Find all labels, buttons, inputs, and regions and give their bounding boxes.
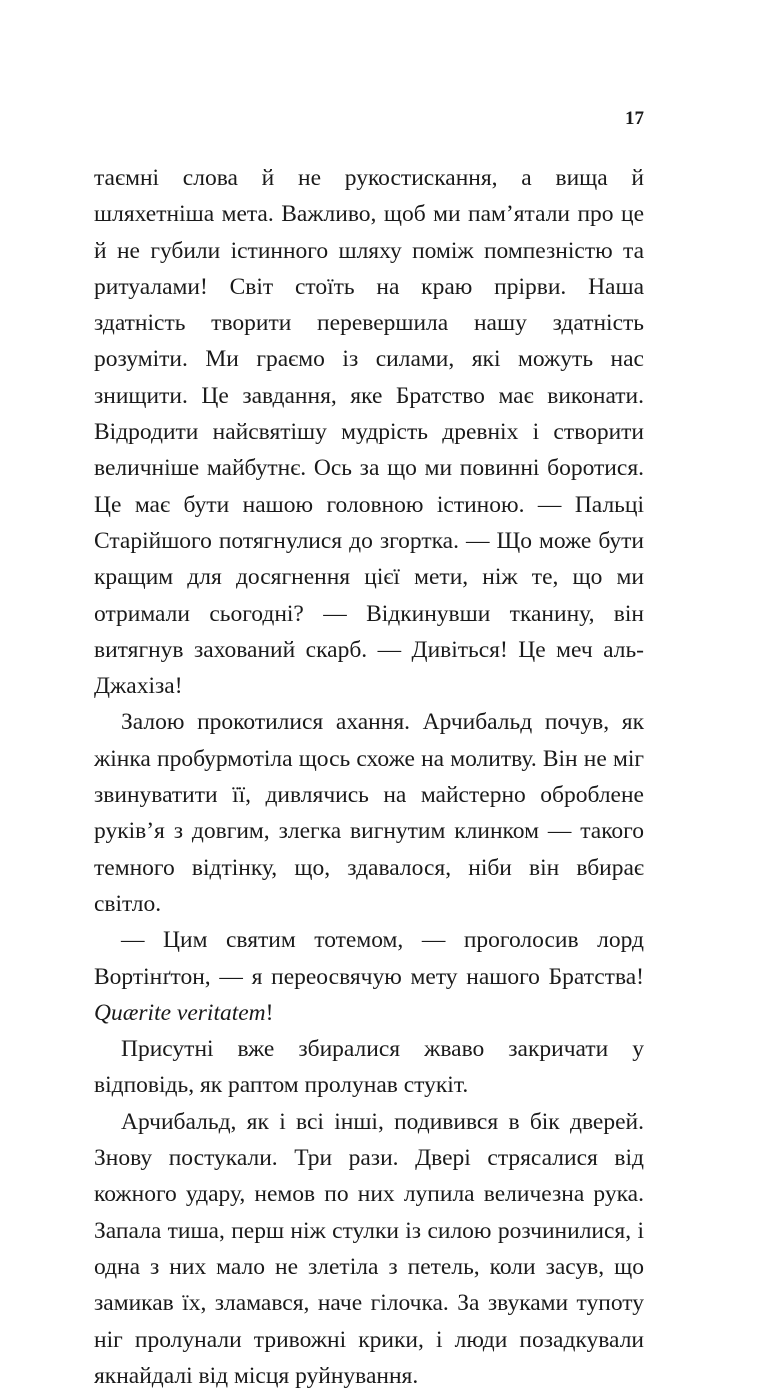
page-number: 17 [625,108,644,129]
paragraph-3-text: — Цим святим тотемом, — проголосив лорд Вортінґтон, — я переосвячую мету нашого Братства! [94,927,644,990]
paragraph-4: Присутні вже збиралися жваво закричати у відповідь, як раптом пролунав стукіт. [94,1036,644,1099]
paragraph-3 [94,922,644,1031]
paragraph-1: таємні слова й не рукостискання, а вища й шляхетніша мета. Важливо, щоб ми пам’ятали про це й не губили істинного шляху поміж помпезністю та ритуалами! Світ стоїть на краю прірви. Наша здатність творити перевершила нашу здатність розуміти. Ми граємо із силами, які можуть нас знищити. Це завдання, яке Братство має виконати. Відродити найсвятішу мудрість древніх і створити величніше майбутнє. Ось за що ми повинні боротися. Це має бути нашою головною істиною. — Пальці Старійшого потягнулися до згортка. — Що може бути кращим для досягнення цієї мети, ніж те, що ми отримали сьогодні? — Відкинувши тканину, він витягнув захований скарб. — Дивіться! Це меч аль-Джахіза! [94,165,644,700]
latin-phrase: Quærite veritatem [94,999,266,1026]
paragraph-3-end: ! [265,999,274,1026]
paragraph-2: Залою прокотилися ахання. Арчибальд почув, як жінка пробурмотіла щось схоже на молитву. Він не міг звинуватити її, дивлячись на майстерно оброблене руків’я з довгим, злегка вигнутим клинком — такого темного відтінку, що, здавалося, ніби він вбирає світло. [94,709,644,917]
body-text [94,160,644,1394]
paragraph-5: Арчибальд, як і всі інші, подивився в бік дверей. Знову постукали. Три рази. Двері стрясалися від кожного удару, немов по них лупила величезна рука. Запала тиша, перш ніж стулки із силою розчинилися, і одна з них мало не злетіла з петель, коли засув, що замикав їх, зламався, наче гілочка. За звуками тупоту ніг пролунали тривожні крики, і люди позадкували якнайдалі від місця руйнування. [94,1108,644,1389]
